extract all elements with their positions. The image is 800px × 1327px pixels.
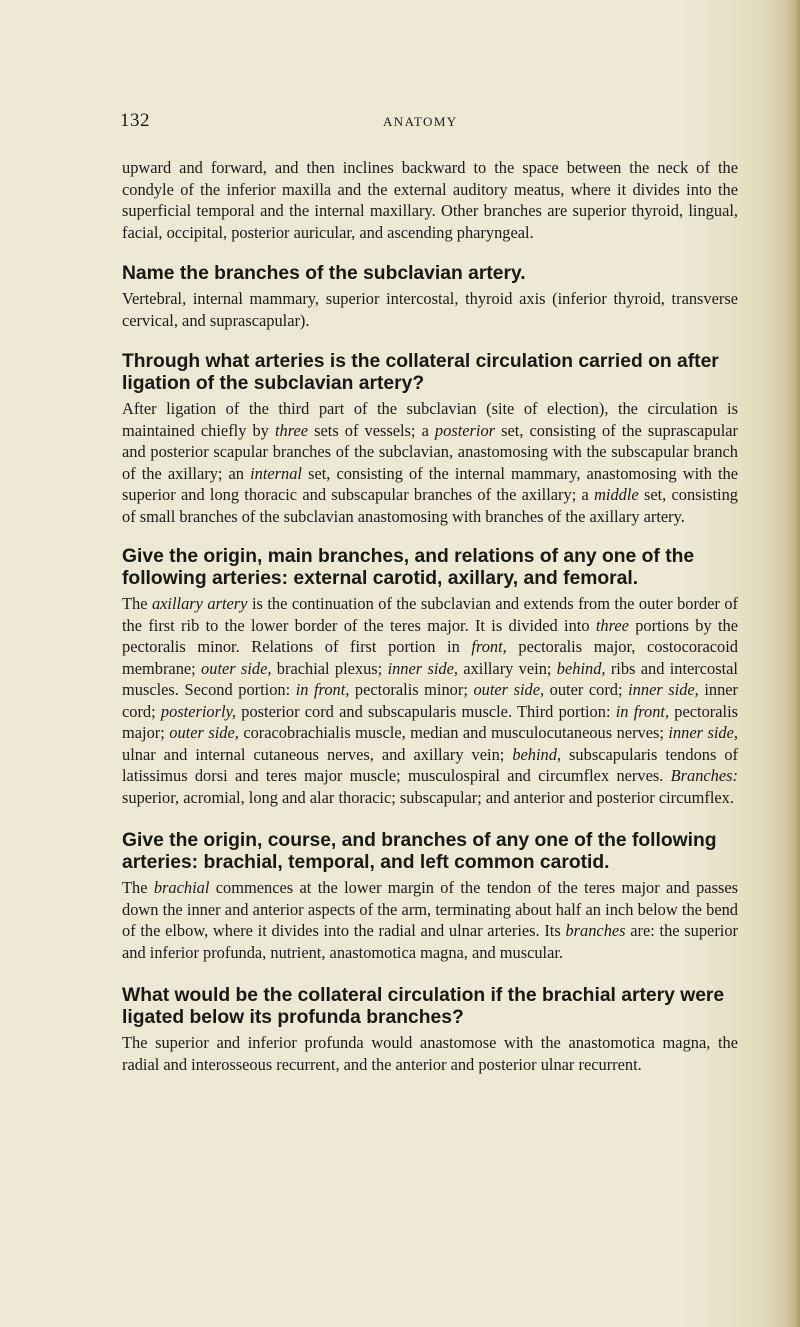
page-edge-shading xyxy=(786,0,800,1327)
emphasis: three xyxy=(595,615,629,635)
section-external-carotid-continued xyxy=(122,157,738,243)
section-brachial-collateral xyxy=(122,985,738,1075)
emphasis: middle xyxy=(594,485,639,504)
question-heading: Give the origin, course, and branches of any one of the following arteries: brachial, temporal, and left common carotid. xyxy=(122,830,717,873)
answer-text: Vertebral, internal mammary, superior intercostal, thyroid axis (inferior thyroid, transverse cervical, and suprascapular). xyxy=(122,289,738,330)
emphasis: three xyxy=(274,420,309,440)
answer-text: The superior and inferior profunda would anastomose with the anastomotica magna, the radial and interosseous recurrent, and the anterior and posterior ulnar recurrent. xyxy=(122,1033,738,1074)
emphasis: front, xyxy=(471,637,507,656)
section-subclavian-branches xyxy=(122,263,738,331)
emphasis: in front, xyxy=(295,680,350,699)
answer-text: After ligation of the third part of the subclavian (site of election), the circulation is maintained chiefly by three sets of vessels; a posterior set, consisting of the suprascapular and posterior scapular branches of the subclavian, anastomosing with the subscapular branch of the axillary; an internal set, consisting of the internal mammary, anastomosing with the superior and long thoracic and subscapular branches of the axillary; a middle set, consisting of small branches of the subclavian anastomosing with branches of the axillary artery. xyxy=(122,399,738,526)
emphasis: outer side, xyxy=(201,658,272,678)
emphasis: behind, xyxy=(512,744,562,764)
emphasis: brachial xyxy=(153,878,210,897)
section-collateral-subclavian xyxy=(122,351,738,527)
running-head: ANATOMY xyxy=(383,114,458,129)
emphasis: internal xyxy=(250,463,302,483)
question-heading: Name the branches of the subclavian artery. xyxy=(122,263,526,284)
emphasis: outer side, xyxy=(169,723,239,742)
question-heading: Through what arteries is the collateral circulation carried on after ligation of the subclavian artery? xyxy=(122,351,719,394)
emphasis: axillary artery xyxy=(151,594,248,613)
answer-text: upward and forward, and then inclines backward to the space between the neck of the condyle of the inferior maxilla and the external auditory meatus, where it divides into the superficial temporal and the internal maxillary. Other branches are superior thyroid, lingual, facial, occipital, posterior auricular, and ascending pharyngeal. xyxy=(122,158,738,242)
emphasis: posterior xyxy=(434,420,496,440)
section-axillary-artery xyxy=(122,546,738,808)
emphasis: Branches: xyxy=(670,766,738,785)
emphasis: inner side, xyxy=(628,680,699,699)
emphasis: inner side, xyxy=(668,723,738,742)
emphasis: in front, xyxy=(615,701,670,721)
question-heading: What would be the collateral circulation if the brachial artery were ligated below its profunda branches? xyxy=(122,985,725,1028)
emphasis: branches xyxy=(565,921,626,940)
emphasis: inner side, xyxy=(387,658,458,678)
page-header xyxy=(0,110,800,134)
page-number: 132 xyxy=(120,110,150,131)
emphasis: outer side, xyxy=(473,680,545,699)
answer-text: The brachial commences at the lower margin of the tendon of the teres major and passes down the inner and anterior aspects of the arm, terminating about half an inch below the bend of the elbow, where it divides into the radial and ulnar arteries. Its branches are: the superior and inferior profunda, nutrient, anastomotica magna, and muscular. xyxy=(122,878,738,962)
text-column xyxy=(122,157,738,1075)
emphasis: posteriorly, xyxy=(160,701,237,721)
section-brachial-artery xyxy=(122,830,738,963)
emphasis: behind, xyxy=(556,658,606,678)
question-heading: Give the origin, main branches, and relations of any one of the following arteries: external carotid, axillary, and femoral. xyxy=(122,546,695,589)
answer-text: The axillary artery is the continuation of the subclavian and extends from the outer border of the first rib to the lower border of the teres major. It is divided into three portions by the pectoralis minor. Relations of first portion in front, pectoralis major, costocoracoid membrane; outer side, brachial plexus; inner side, axillary vein; behind, ribs and intercostal muscles. Second portion: in front, pectoralis minor; outer side, outer cord; inner side, inner cord; posteriorly, posterior cord and subscapularis muscle. Third portion: in front, pectoralis major; outer side, coracobrachialis muscle, median and musculocutaneous nerves; inner side, ulnar and internal cutaneous nerves, and axillary vein; behind, subscapularis tendons of latissimus dorsi and teres major muscle; musculospiral and circumflex nerves. Branches: superior, acromial, long and alar thoracic; subscapular; and anterior and posterior circumflex. xyxy=(122,594,739,807)
